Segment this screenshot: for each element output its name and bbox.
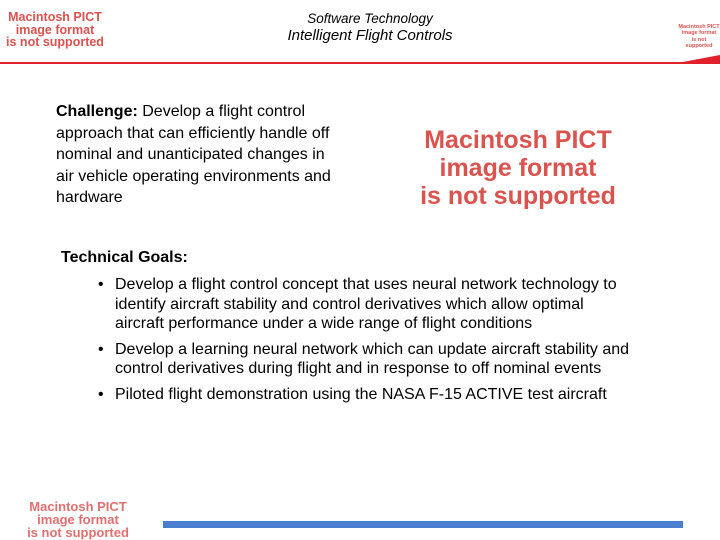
- pict-line: is not supported: [685, 36, 713, 49]
- pict-line: Macintosh PICT: [678, 24, 720, 30]
- pict-line: Macintosh PICT: [8, 10, 102, 24]
- pict-line: image format: [37, 512, 119, 527]
- technical-goals-heading: Technical Goals:: [61, 249, 188, 266]
- technical-goals-list: [96, 275, 636, 410]
- list-item-text: Develop a flight control concept that uses neural network technology to identify aircraft stability and control derivatives which allow optimal aircraft performance under a wide range of flight conditions: [115, 276, 617, 332]
- challenge-label: Challenge:: [56, 103, 138, 120]
- header-subtitle: Software Technology: [307, 11, 433, 26]
- header-title: Intelligent Flight Controls: [287, 27, 453, 44]
- challenge-description: Develop a flight control approach that can efficiently handle off nominal and unanticipated changes in air vehicle operating environments and hardware: [56, 103, 331, 207]
- bullet-icon: •: [98, 340, 104, 358]
- pict-placeholder-bottom-left: [8, 500, 148, 539]
- challenge-text-block: [56, 101, 336, 209]
- pict-line: Macintosh PICT: [424, 126, 612, 154]
- bullet-icon: •: [98, 385, 104, 403]
- list-item: [96, 340, 636, 379]
- pict-line: image format: [15, 22, 95, 37]
- list-item-text: Develop a learning neural network which can update aircraft stability and control derivatives during flight and in response to off nominal events: [115, 340, 630, 377]
- header-divider-arrow: [672, 55, 720, 64]
- list-item: [96, 275, 636, 334]
- pict-placeholder-top-right: [678, 24, 720, 49]
- list-item: [96, 385, 636, 405]
- pict-line: image format: [681, 30, 717, 37]
- footer-bar: [163, 521, 683, 528]
- pict-line: is not supported: [6, 35, 104, 49]
- list-item-text: Piloted flight demonstration using the NASA F-15 ACTIVE test aircraft: [115, 385, 607, 403]
- pict-placeholder-center: [392, 126, 644, 210]
- header-divider: [0, 62, 690, 64]
- pict-line: is not supported: [420, 182, 616, 210]
- pict-line: is not supported: [27, 525, 129, 540]
- pict-line: image format: [439, 154, 597, 182]
- pict-line: Macintosh PICT: [29, 499, 127, 514]
- bullet-icon: •: [98, 276, 104, 293]
